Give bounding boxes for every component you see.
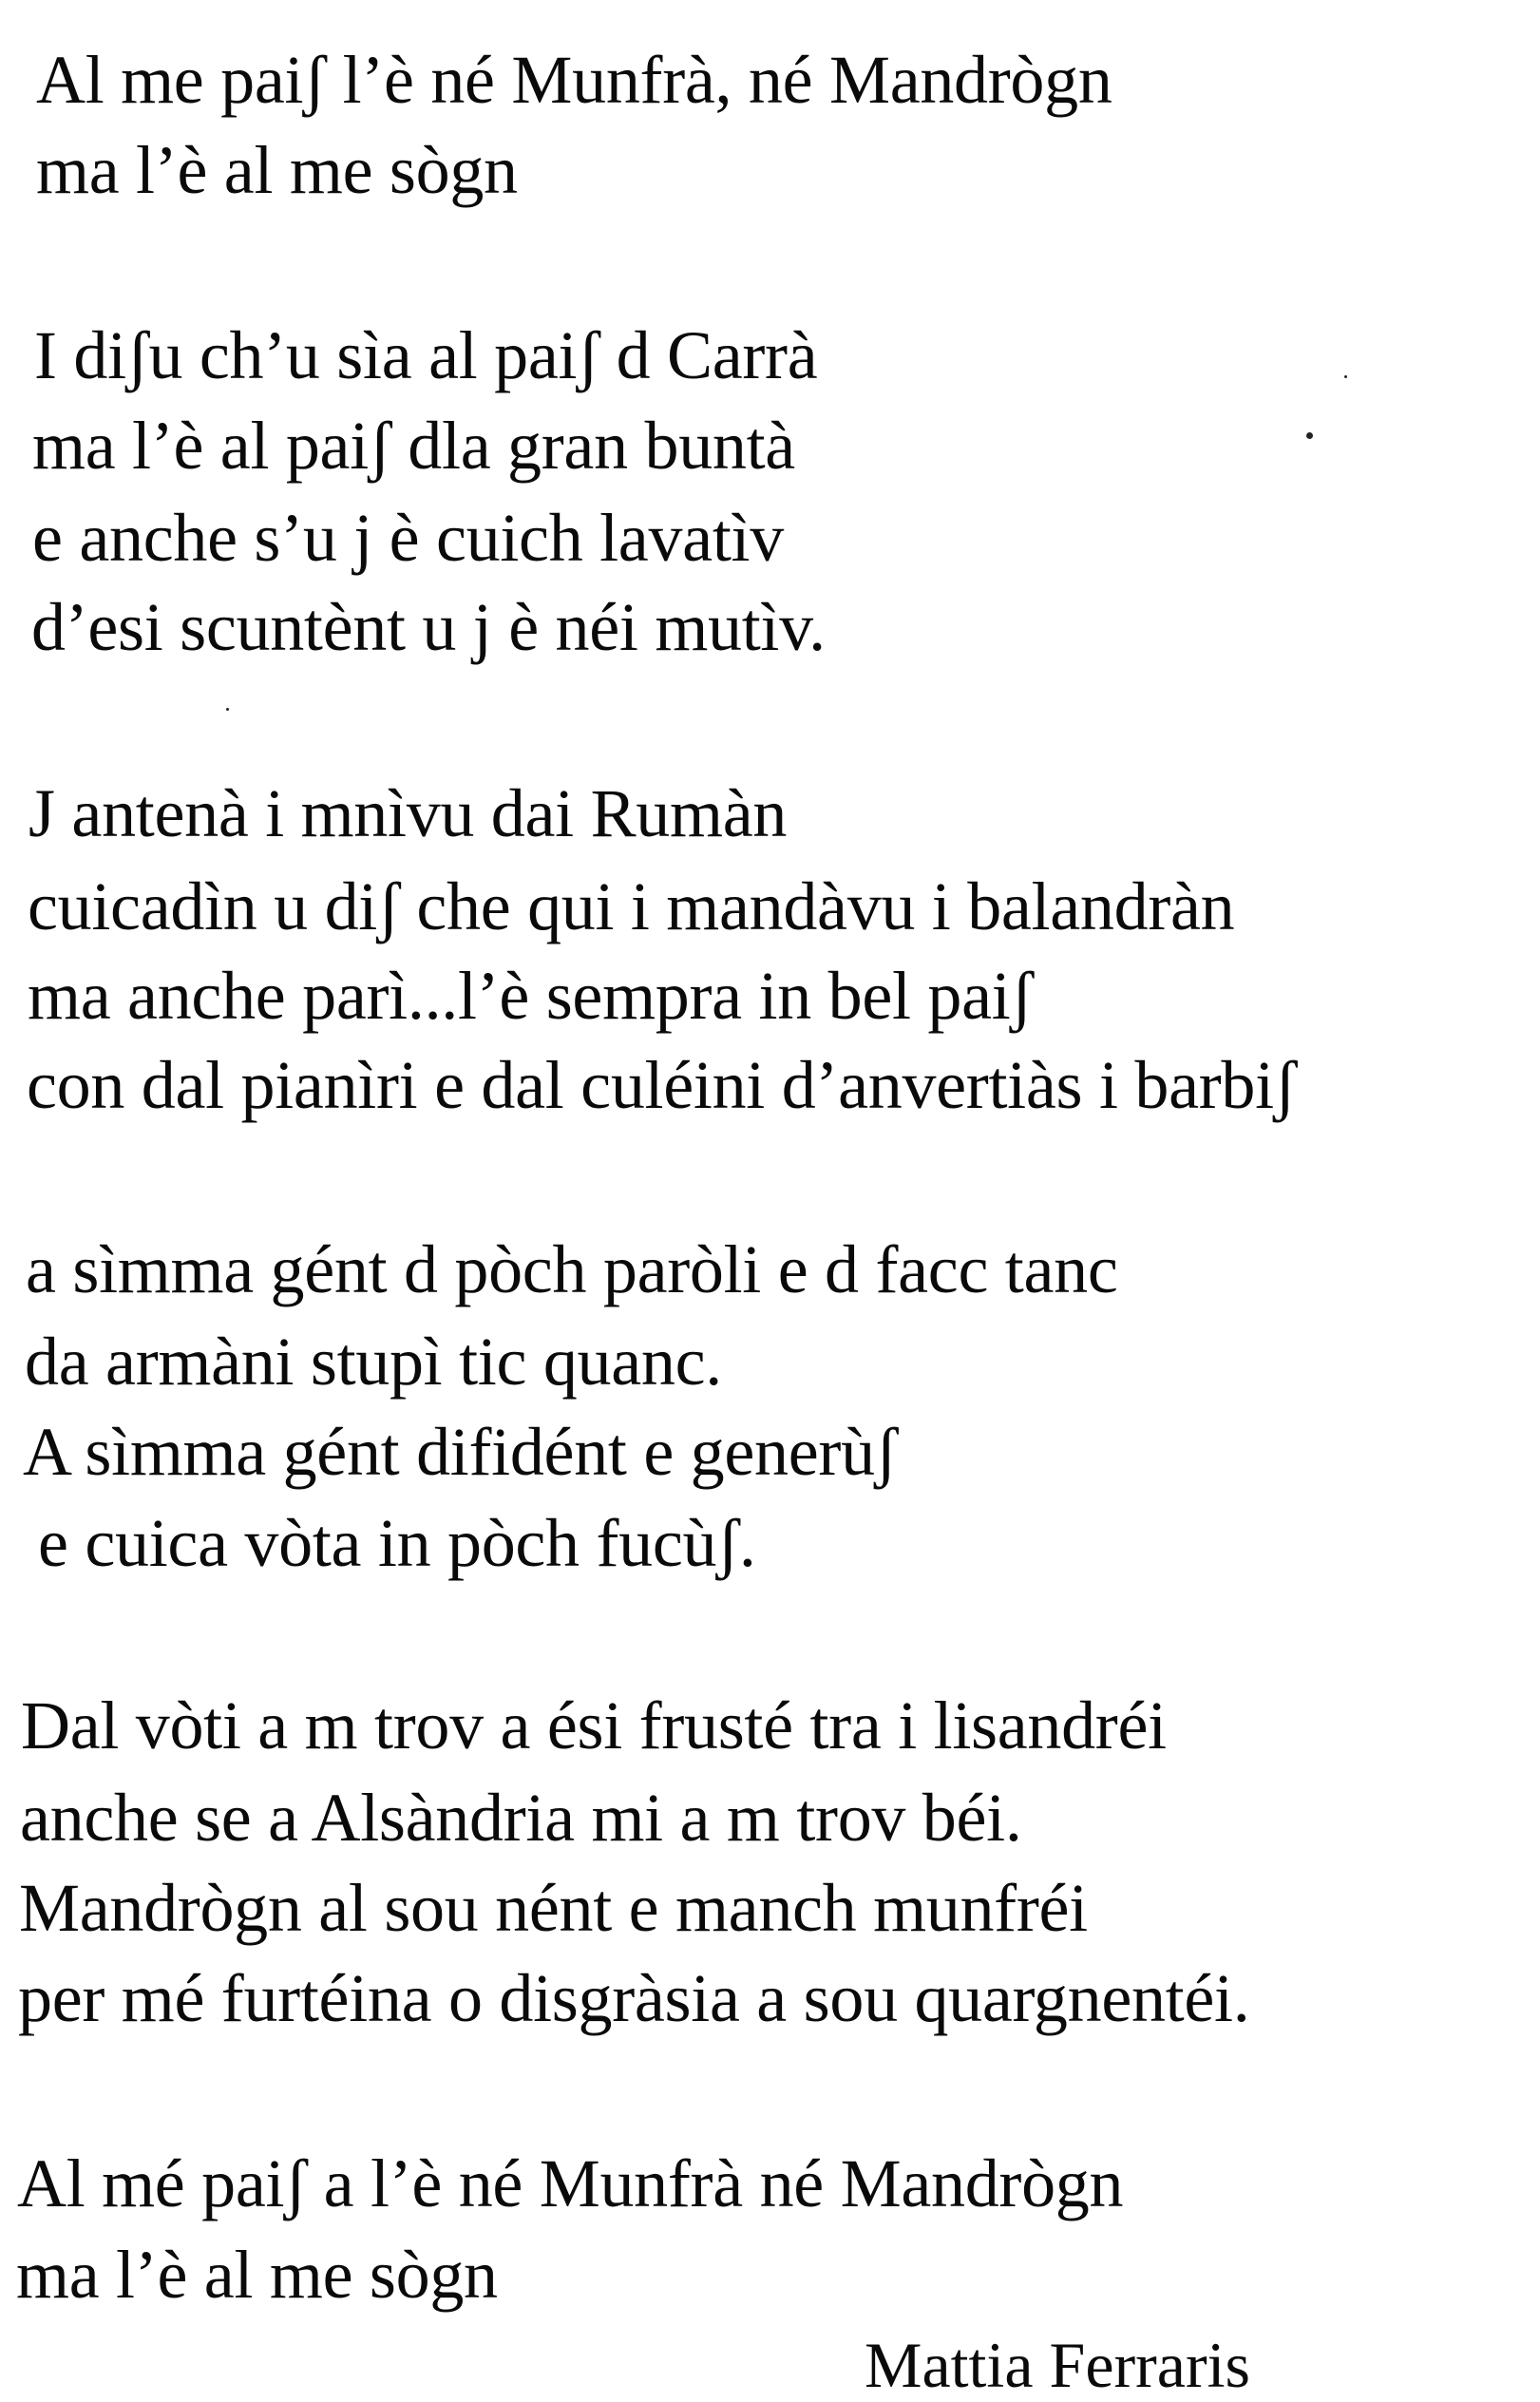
author-signature: Mattia Ferraris bbox=[865, 2329, 1250, 2401]
poem-line: anche se a Alsàndria mi a m trov béi. bbox=[20, 1780, 1022, 1856]
poem-line: Dal vòti a m trov a ési frusté tra i lisandréi bbox=[21, 1687, 1167, 1763]
poem-line: A sìmma gént difidént e generùʃ bbox=[23, 1414, 898, 1490]
poem-line: cuicadìn u diʃ che qui i mandàvu i balandràn bbox=[28, 868, 1235, 944]
poem-line: da armàni stupì tic quanc. bbox=[25, 1324, 722, 1400]
poem-line: Mandrògn al sou nént e manch munfréi bbox=[19, 1870, 1088, 1946]
poem-line: per mé furtéina o disgràsia a sou quargnentéi. bbox=[18, 1960, 1250, 2036]
poem-line: con dal pianìri e dal culéini d’anvertiàs i barbiʃ bbox=[27, 1047, 1297, 1123]
poem-line: J antenà i mnìvu dai Rumàn bbox=[29, 775, 788, 851]
poem-line: Al mé paiʃ a l’è né Munfrà né Mandrògn bbox=[17, 2145, 1124, 2221]
scan-speck bbox=[1344, 375, 1347, 378]
scan-speck bbox=[1306, 432, 1313, 439]
poem-line: e cuica vòta in pòch fucùʃ. bbox=[38, 1505, 756, 1581]
poem-line: d’esi scuntènt u j è néi mutìv. bbox=[31, 589, 826, 665]
poem-line: a sìmma gént d pòch paròli e d facc tanc bbox=[26, 1231, 1118, 1307]
poem-line: ma l’è al me sògn bbox=[16, 2237, 498, 2313]
poem-line: e anche s’u j è cuich lavatìv bbox=[32, 500, 784, 576]
poem-line: Al me paiʃ l’è né Munfrà, né Mandrògn bbox=[36, 42, 1112, 118]
scan-speck bbox=[226, 708, 229, 711]
poem-line: ma anche parì...l’è sempra in bel paiʃ bbox=[28, 958, 1034, 1034]
poem-line: ma l’è al me sògn bbox=[36, 132, 518, 208]
poem-line: I diʃu ch’u sìa al paiʃ d Carrà bbox=[34, 317, 818, 393]
poem-line: ma l’è al paiʃ dla gran buntà bbox=[32, 408, 795, 484]
